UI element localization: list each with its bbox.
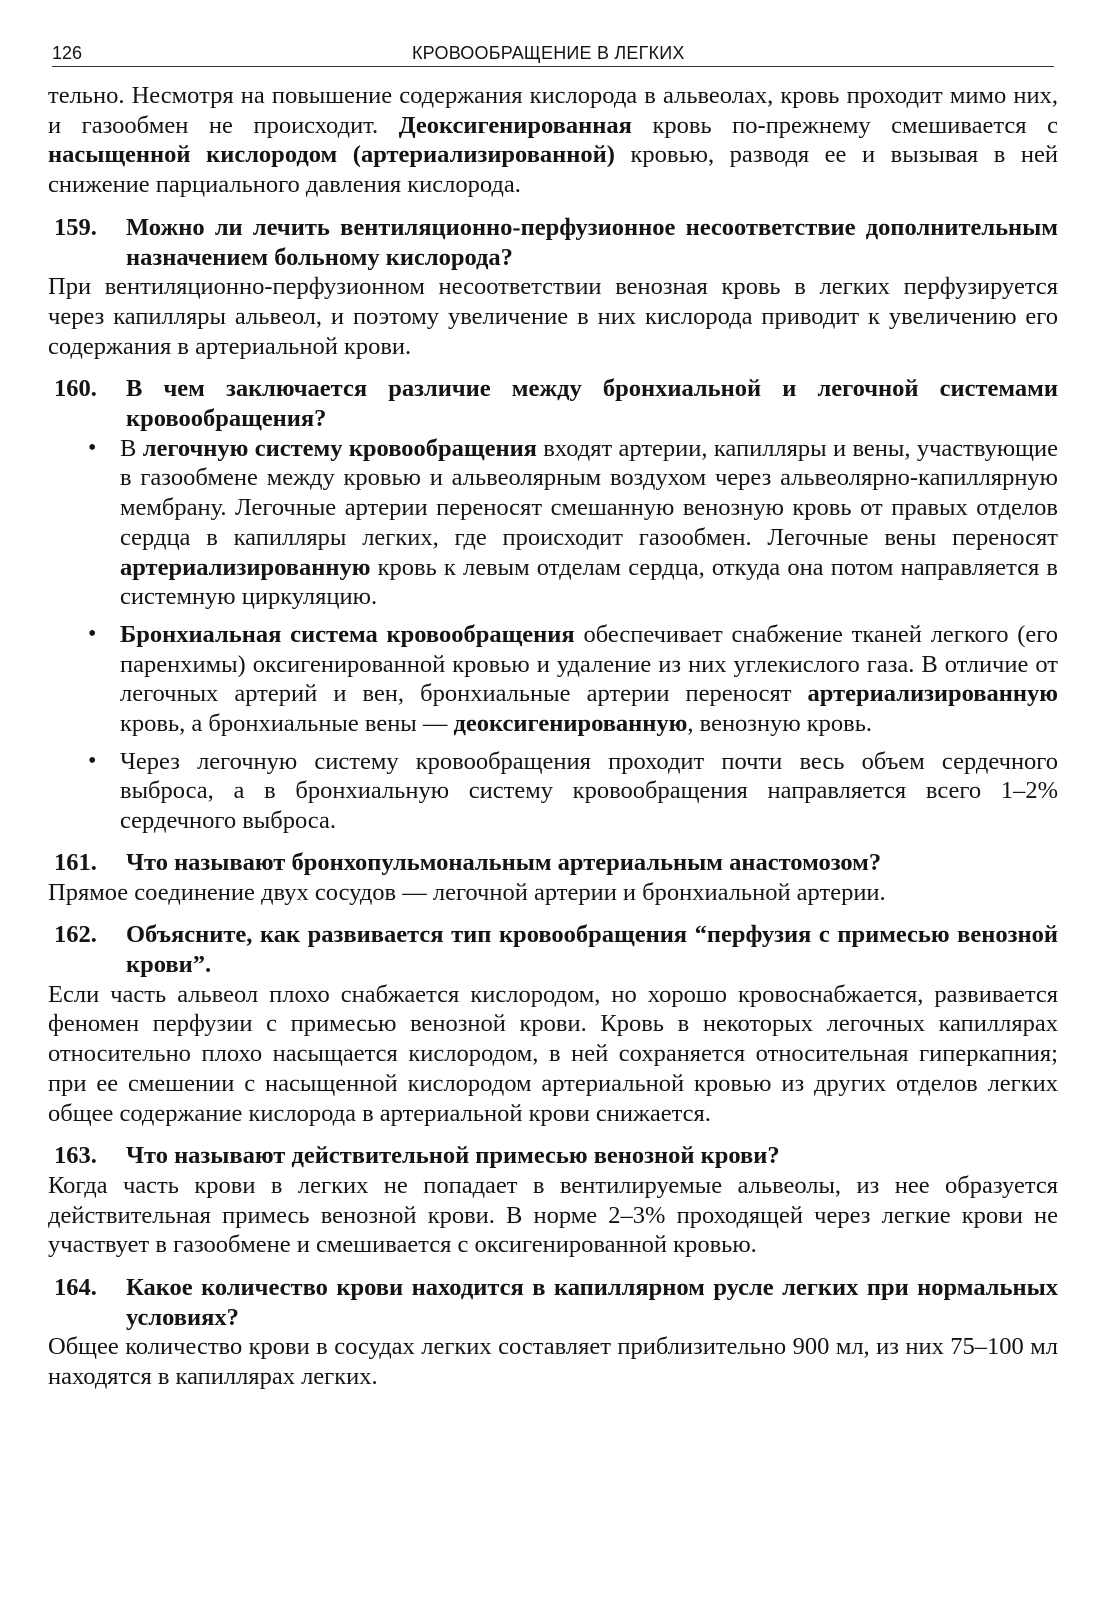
question-number: 160.	[54, 375, 97, 403]
question-number: 163.	[54, 1142, 97, 1170]
question-text: Какое количество крови находится в капиллярном русле легких при нормальных условиях?	[126, 1274, 1058, 1331]
list-item	[48, 434, 1058, 612]
intro-text-1: тельно. Несмотря на повышение содержания кислорода в альвеолах, кровь проходит мимо них, и газообмен не происходит.	[48, 82, 1058, 139]
question-text: В чем заключается различие между бронхиальной и легочной системами кровообращения?	[126, 375, 1058, 433]
answer-160-list	[48, 434, 1058, 836]
question-163	[48, 1141, 1058, 1171]
running-title: КРОВООБРАЩЕНИЕ В ЛЕГКИХ	[412, 43, 685, 63]
question-text: Объясните, как развивается тип кровообращения “перфузия с примесью венозной крови”.	[126, 921, 1058, 978]
answer-162: Если часть альвеол плохо снабжается кислородом, но хорошо кровоснабжается, развивается феномен перфузии с примесью венозной крови. Кровь в некоторых легочных капиллярах относительно плохо насыщается кислородом, в ней сохраняется относительная гиперкапния; при ее смешении с насыщенной кислородом артериальной кровью из других отделов легких общее содержание кислорода в артериальной крови снижается.	[48, 980, 1058, 1127]
bullet-1-text-2: входят артерии, капилляры и вены, участвующие в газообмене между кровью и альвеолярным воздухом через альвеолярно-капиллярную мембрану. Легочные артерии переносят смешанную венозную кровь от правых отделов сердца в капилляры легких, где происходит газообмен. Легочные вены переносят	[120, 434, 1058, 551]
bullet-1-bold-2: артериализированную	[120, 553, 371, 581]
list-item	[48, 747, 1058, 836]
answer-161: Прямое соединение двух сосудов — легочной артерии и бронхиальной артерии.	[48, 878, 886, 906]
bullet-2-text-2: кровь, а бронхиальные вены —	[120, 710, 454, 738]
answer-164: Общее количество крови в сосудах легких составляет приблизительно 900 мл, из них 75–100 мл находятся в капиллярах легких.	[48, 1333, 1058, 1391]
question-number: 161.	[54, 848, 97, 876]
question-162	[48, 920, 1058, 979]
intro-bold-2: насыщенной кислородом (артериализированной)	[48, 141, 615, 169]
bullet-2-bold-1: Бронхиальная система кровообращения	[120, 620, 575, 648]
intro-bold-1: Деоксигенированная	[398, 111, 632, 139]
bullet-icon: •	[88, 620, 97, 647]
question-160	[48, 374, 1058, 433]
answer-159: При вентиляционно-перфузионном несоответствии венозная кровь в легких перфузируется через капилляры альвеол, и поэтому увеличение в них кислорода приводит к увеличению его содержания в артериальной крови.	[48, 273, 1058, 360]
list-item	[48, 620, 1058, 739]
bullet-2-bold-3: деоксигенированную	[453, 710, 688, 738]
page-header	[52, 36, 1054, 67]
question-number: 164.	[54, 1274, 97, 1302]
question-159	[48, 213, 1058, 272]
bullet-3-text-1: Через легочную систему кровообращения проходит почти весь объем сердечного выброса, а в бронхиальную систему кровообращения направляется всего 1–2% сердечного выброса.	[120, 747, 1058, 835]
question-number: 162.	[54, 921, 97, 949]
question-text: Что называют действительной примесью венозной крови?	[126, 1142, 780, 1170]
question-164	[48, 1273, 1058, 1332]
bullet-1-text-3: кровь к левым отделам сердца, откуда она потом направляется в системную циркуляцию.	[120, 553, 1058, 611]
intro-text-2: кровь по-прежнему смешивается с	[631, 111, 1058, 139]
bullet-icon: •	[88, 434, 97, 461]
question-number: 159.	[54, 213, 97, 241]
intro-paragraph	[48, 81, 1058, 200]
answer-163: Когда часть крови в легких не попадает в вентилируемые альвеолы, из нее образуется действительная примесь венозной крови. В норме 2–3% проходящей через легкие крови не участвует в газообмене и смешивается с оксигенированной кровью.	[48, 1171, 1058, 1259]
bullet-2-bold-2: артериализированную	[807, 680, 1058, 708]
bullet-icon: •	[88, 747, 97, 774]
question-text: Что называют бронхопульмональным артериальным анастомозом?	[126, 848, 882, 876]
bullet-2-text-3: , венозную кровь.	[687, 710, 873, 738]
question-161	[48, 848, 1058, 878]
intro-text-3: кровью, разводя ее и вызывая в ней снижение парциального давления кислорода.	[48, 141, 1058, 199]
page-number: 126	[52, 43, 83, 63]
bullet-2-text-1: обеспечивает снабжение тканей легкого (его паренхимы) оксигенированной кровью и удаление из них углекислого газа. В отличие от легочных артерий и вен, бронхиальные артерии переносят	[120, 620, 1058, 708]
bullet-1-bold-1: легочную систему кровообращения	[142, 434, 537, 462]
bullet-1-text-1: В	[120, 434, 143, 462]
question-text: Можно ли лечить вентиляционно-перфузионное несоответствие дополнительным назначением больному кислорода?	[126, 213, 1058, 271]
